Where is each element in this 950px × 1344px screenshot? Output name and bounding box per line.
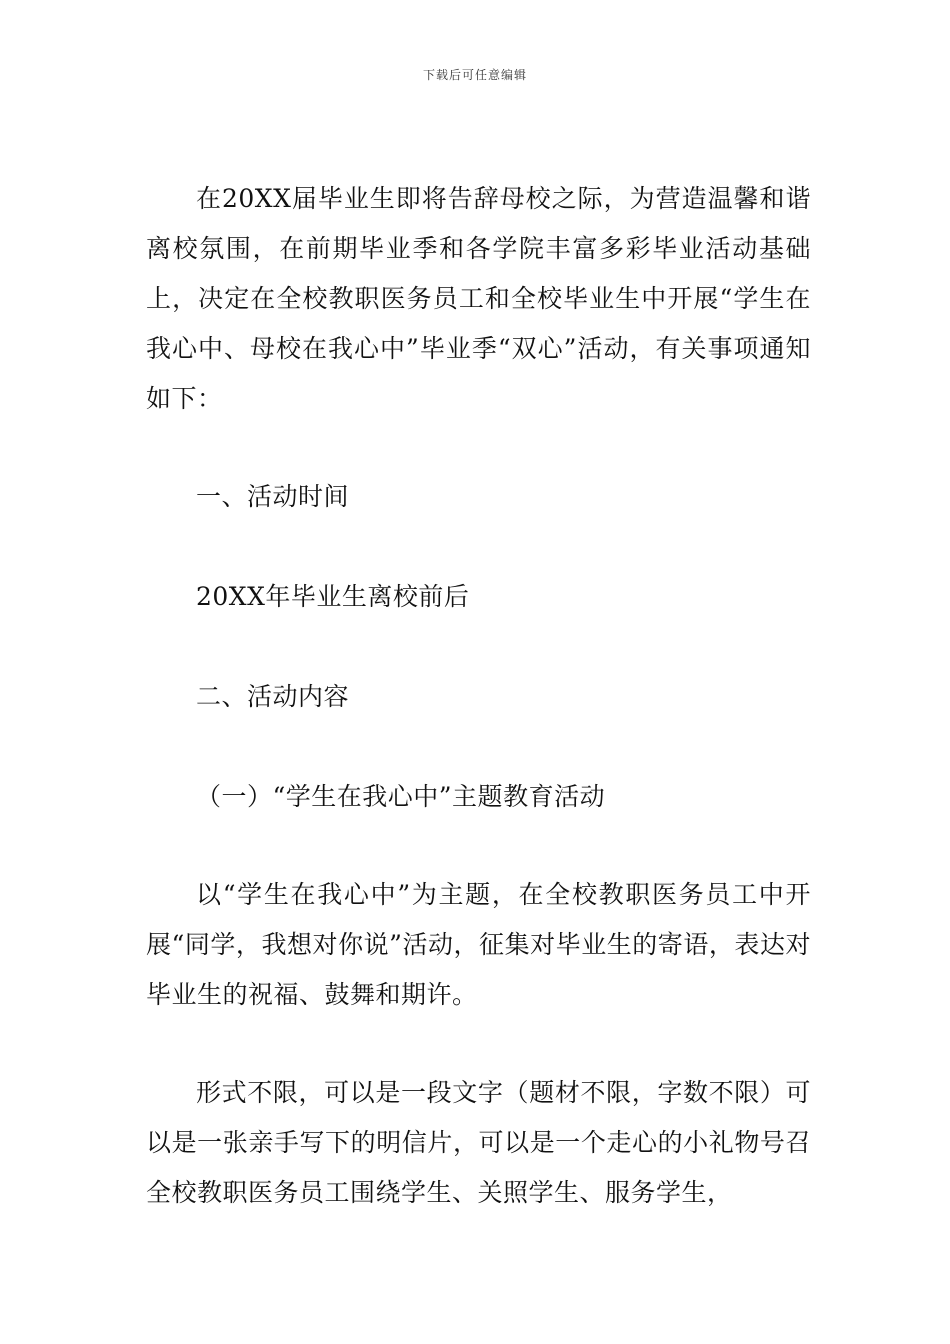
paragraph-1: 以“学生在我心中”为主题，在全校教职医务员工中开展“同学，我想对你说”活动，征集对毕业生的寄语，表达对毕业生的祝福、鼓舞和期许。	[146, 880, 811, 1009]
subsection1-title-block	[146, 772, 811, 822]
section1-title-block	[146, 472, 811, 522]
para1-block	[146, 870, 811, 1020]
page-header: 下载后可任意编辑	[422, 68, 527, 82]
section2-title-block	[146, 672, 811, 722]
paragraph-2: 形式不限，可以是一段文字（题材不限，字数不限）可以是一张亲手写下的明信片，可以是一个走心的小礼物号召全校教职医务员工围绕学生、关照学生、服务学生，	[146, 1078, 811, 1207]
subsection1-title: （一）“学生在我心中”主题教育活动	[196, 782, 606, 811]
intro-paragraph: 在20XX届毕业生即将告辞母校之际，为营造温馨和谐离校氛围，在前期毕业季和各学院丰富多彩毕业活动基础上，决定在全校教职医务员工和全校毕业生中开展“学生在我心中、母校在我心中”毕业季“双心”活动，有关事项通知如下：	[146, 184, 811, 413]
section2-title: 二、活动内容	[196, 682, 350, 711]
para2-block	[146, 1068, 811, 1218]
intro-paragraph-block	[146, 174, 811, 424]
section1-title: 一、活动时间	[196, 482, 350, 511]
section1-body-block	[146, 572, 811, 622]
section1-body: 20XX年毕业生离校前后	[196, 582, 470, 611]
